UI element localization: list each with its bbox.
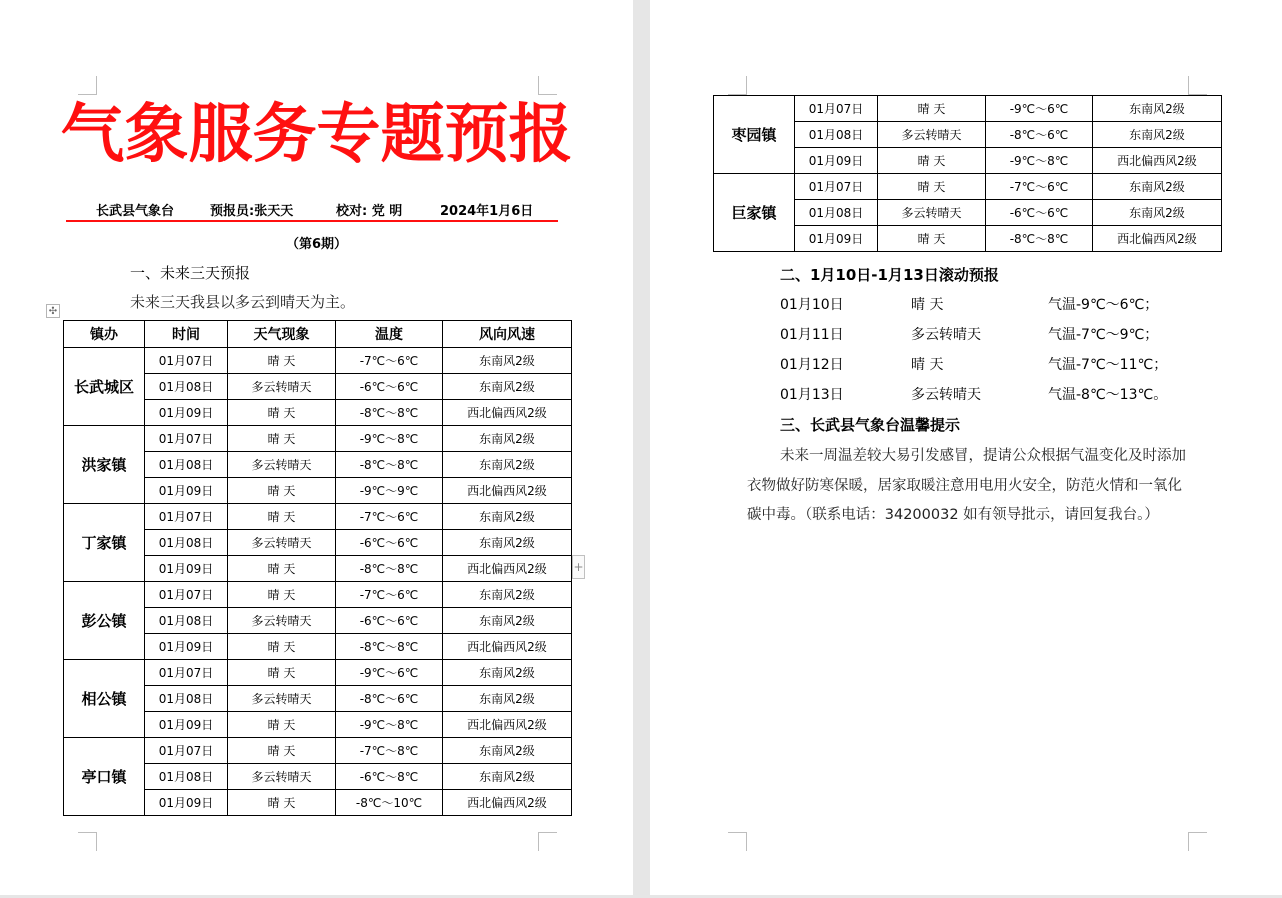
weather-cell: 晴 天 — [878, 148, 986, 174]
date-cell: 01月09日 — [145, 790, 228, 816]
rolling-date: 01月12日 — [780, 357, 844, 373]
wind-cell: 东南风2级 — [443, 582, 572, 608]
wind-cell: 东南风2级 — [443, 452, 572, 478]
date-cell: 01月09日 — [795, 148, 878, 174]
rolling-weather: 多云转晴天 — [911, 327, 981, 343]
town-cell: 长武城区 — [64, 348, 145, 426]
wind-cell: 西北偏西风2级 — [1093, 148, 1222, 174]
temp-cell: -9℃～6℃ — [336, 660, 443, 686]
temp-cell: -7℃～6℃ — [336, 348, 443, 374]
date-cell: 01月08日 — [145, 686, 228, 712]
weather-cell: 晴 天 — [228, 660, 336, 686]
table-move-handle[interactable]: ✣ — [46, 304, 60, 318]
temp-cell: -9℃～6℃ — [986, 96, 1093, 122]
wind-cell: 东南风2级 — [1093, 96, 1222, 122]
crop-mark — [78, 832, 97, 851]
wind-cell: 东南风2级 — [1093, 122, 1222, 148]
date-cell: 01月09日 — [145, 634, 228, 660]
weather-cell: 多云转晴天 — [228, 608, 336, 634]
rolling-date: 01月10日 — [780, 297, 844, 313]
temp-cell: -9℃～8℃ — [336, 426, 443, 452]
weather-cell: 晴 天 — [228, 504, 336, 530]
weather-cell: 晴 天 — [228, 582, 336, 608]
temp-cell: -7℃～6℃ — [336, 504, 443, 530]
weather-cell: 晴 天 — [878, 226, 986, 252]
town-cell: 洪家镇 — [64, 426, 145, 504]
forecast-table — [63, 320, 572, 816]
section3-text: 未来一周温差较大易引发感冒，提请公众根据气温变化及时添加衣物做好防寒保暖，居家取暖注意用电用火安全，防范火情和一氧化碳中毒。（联系电话：34200032 如有领导批示，请回复我台。） — [747, 448, 1186, 523]
wind-cell: 西北偏西风2级 — [443, 478, 572, 504]
issue-date: 2024年1月6日 — [440, 204, 534, 219]
document-page-1 — [0, 0, 633, 895]
weather-cell: 晴 天 — [228, 426, 336, 452]
date-cell: 01月08日 — [145, 764, 228, 790]
date-cell: 01月07日 — [145, 426, 228, 452]
date-cell: 01月07日 — [145, 504, 228, 530]
temp-cell: -8℃～8℃ — [336, 634, 443, 660]
weather-cell: 多云转晴天 — [228, 452, 336, 478]
weather-cell: 晴 天 — [878, 96, 986, 122]
proofreader: 校对: 党 明 — [336, 204, 403, 219]
forecaster: 预报员:张天天 — [210, 204, 294, 219]
crop-mark — [728, 832, 747, 851]
issuer: 长武县气象台 — [96, 204, 175, 219]
date-cell: 01月08日 — [795, 122, 878, 148]
section3-heading: 三、长武县气象台温馨提示 — [780, 416, 961, 434]
date-cell: 01月07日 — [145, 660, 228, 686]
document-title: 气象服务专题预报 — [60, 97, 573, 172]
section1-heading: 一、未来三天预报 — [130, 264, 251, 282]
temp-cell: -7℃～6℃ — [986, 174, 1093, 200]
weather-cell: 晴 天 — [228, 790, 336, 816]
date-cell: 01月08日 — [145, 608, 228, 634]
table-row — [64, 660, 572, 686]
date-cell: 01月09日 — [145, 478, 228, 504]
crop-mark — [728, 76, 747, 95]
date-cell: 01月07日 — [145, 348, 228, 374]
wind-cell: 西北偏西风2级 — [443, 712, 572, 738]
town-cell: 彭公镇 — [64, 582, 145, 660]
temp-cell: -8℃～10℃ — [336, 790, 443, 816]
forecast-table-continued — [713, 95, 1222, 252]
weather-cell: 晴 天 — [228, 478, 336, 504]
table-header-row — [64, 321, 572, 348]
table-row — [64, 738, 572, 764]
wind-cell: 东南风2级 — [443, 504, 572, 530]
crop-mark — [1188, 832, 1207, 851]
date-cell: 01月08日 — [145, 374, 228, 400]
date-cell: 01月09日 — [145, 556, 228, 582]
section1-summary: 未来三天我县以多云到晴天为主。 — [130, 293, 356, 311]
weather-cell: 多云转晴天 — [228, 530, 336, 556]
date-cell: 01月07日 — [145, 582, 228, 608]
weather-cell: 晴 天 — [228, 348, 336, 374]
weather-cell: 多云转晴天 — [228, 764, 336, 790]
weather-cell: 晴 天 — [228, 634, 336, 660]
wind-cell: 东南风2级 — [1093, 174, 1222, 200]
table-row — [64, 348, 572, 374]
wind-cell: 东南风2级 — [443, 348, 572, 374]
town-cell: 相公镇 — [64, 660, 145, 738]
rolling-temp: 气温-8℃～13℃。 — [1048, 387, 1168, 403]
wind-cell: 西北偏西风2级 — [443, 790, 572, 816]
wind-cell: 西北偏西风2级 — [443, 400, 572, 426]
weather-cell: 晴 天 — [228, 738, 336, 764]
temp-cell: -7℃～8℃ — [336, 738, 443, 764]
town-cell: 枣园镇 — [714, 96, 795, 174]
rolling-weather: 晴 天 — [911, 297, 944, 313]
red-divider — [66, 220, 558, 222]
temp-cell: -8℃～6℃ — [986, 122, 1093, 148]
header-temp: 温度 — [336, 321, 443, 348]
wind-cell: 东南风2级 — [443, 608, 572, 634]
date-cell: 01月08日 — [145, 530, 228, 556]
rolling-temp: 气温-7℃～11℃； — [1048, 357, 1168, 373]
wind-cell: 东南风2级 — [443, 764, 572, 790]
wind-cell: 东南风2级 — [443, 374, 572, 400]
weather-cell: 晴 天 — [228, 400, 336, 426]
temp-cell: -6℃～6℃ — [336, 530, 443, 556]
weather-cell: 晴 天 — [228, 712, 336, 738]
rolling-weather: 晴 天 — [911, 357, 944, 373]
crop-mark — [538, 832, 557, 851]
table-row — [64, 426, 572, 452]
weather-cell: 晴 天 — [878, 174, 986, 200]
add-column-handle[interactable]: + — [572, 555, 585, 579]
weather-cell: 多云转晴天 — [878, 200, 986, 226]
weather-cell: 多云转晴天 — [228, 686, 336, 712]
temp-cell: -6℃～6℃ — [336, 608, 443, 634]
header-town: 镇办 — [64, 321, 145, 348]
temp-cell: -8℃～8℃ — [336, 556, 443, 582]
wind-cell: 东南风2级 — [443, 738, 572, 764]
temp-cell: -6℃～8℃ — [336, 764, 443, 790]
header-weather: 天气现象 — [228, 321, 336, 348]
temp-cell: -9℃～8℃ — [336, 712, 443, 738]
temp-cell: -8℃～8℃ — [986, 226, 1093, 252]
table-row — [714, 96, 1222, 122]
date-cell: 01月09日 — [145, 400, 228, 426]
town-cell: 亭口镇 — [64, 738, 145, 816]
wind-cell: 西北偏西风2级 — [443, 556, 572, 582]
temp-cell: -6℃～6℃ — [336, 374, 443, 400]
wind-cell: 东南风2级 — [443, 686, 572, 712]
rolling-temp: 气温-7℃～9℃； — [1048, 327, 1159, 343]
temp-cell: -7℃～6℃ — [336, 582, 443, 608]
temp-cell: -8℃～6℃ — [336, 686, 443, 712]
town-cell: 巨家镇 — [714, 174, 795, 252]
date-cell: 01月08日 — [795, 200, 878, 226]
rolling-date: 01月11日 — [780, 327, 844, 343]
section2-heading: 二、1月10日-1月13日滚动预报 — [780, 266, 999, 284]
wind-cell: 西北偏西风2级 — [1093, 226, 1222, 252]
issue-number: （第6期） — [285, 237, 348, 252]
rolling-date: 01月13日 — [780, 387, 844, 403]
wind-cell: 东南风2级 — [443, 426, 572, 452]
date-cell: 01月09日 — [145, 712, 228, 738]
table-row — [714, 174, 1222, 200]
date-cell: 01月07日 — [145, 738, 228, 764]
wind-cell: 西北偏西风2级 — [443, 634, 572, 660]
crop-mark — [1188, 76, 1207, 95]
temp-cell: -9℃～9℃ — [336, 478, 443, 504]
date-cell: 01月07日 — [795, 174, 878, 200]
temp-cell: -8℃～8℃ — [336, 452, 443, 478]
town-cell: 丁家镇 — [64, 504, 145, 582]
wind-cell: 东南风2级 — [443, 530, 572, 556]
weather-cell: 多云转晴天 — [228, 374, 336, 400]
rolling-weather: 多云转晴天 — [911, 387, 981, 403]
table-row — [64, 582, 572, 608]
temp-cell: -6℃～6℃ — [986, 200, 1093, 226]
date-cell: 01月07日 — [795, 96, 878, 122]
table-row — [64, 504, 572, 530]
date-cell: 01月09日 — [795, 226, 878, 252]
temp-cell: -8℃～8℃ — [336, 400, 443, 426]
weather-cell: 晴 天 — [228, 556, 336, 582]
date-cell: 01月08日 — [145, 452, 228, 478]
wind-cell: 东南风2级 — [1093, 200, 1222, 226]
header-wind: 风向风速 — [443, 321, 572, 348]
rolling-temp: 气温-9℃～6℃； — [1048, 297, 1159, 313]
header-time: 时间 — [145, 321, 228, 348]
wind-cell: 东南风2级 — [443, 660, 572, 686]
weather-cell: 多云转晴天 — [878, 122, 986, 148]
temp-cell: -9℃～8℃ — [986, 148, 1093, 174]
